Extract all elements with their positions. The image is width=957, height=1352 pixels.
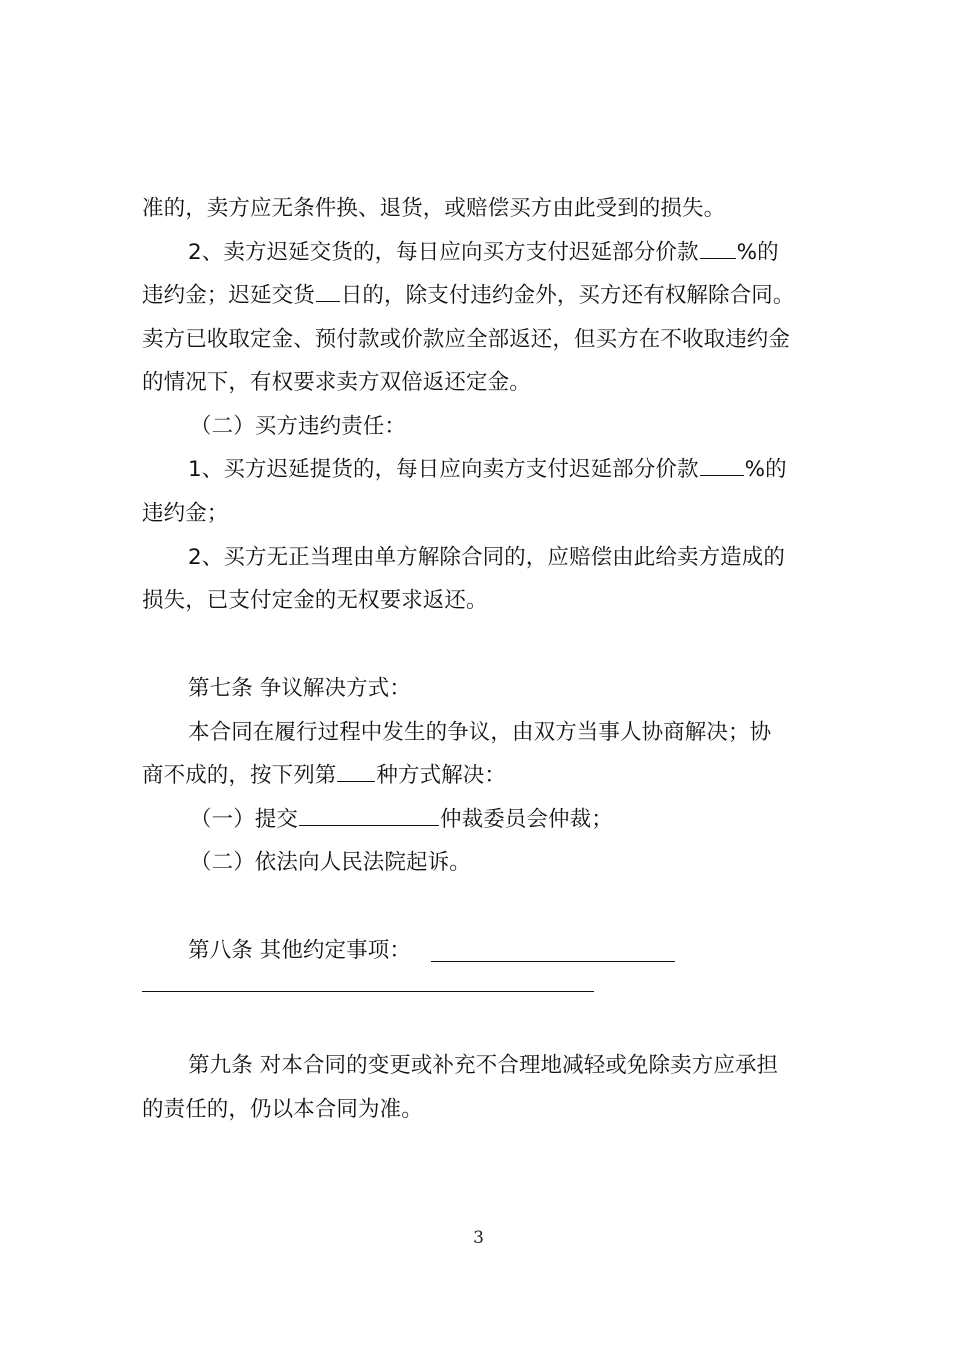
article-7-heading [188, 674, 411, 704]
article-7-option-1 [190, 805, 613, 835]
text: 1、买方迟延提货的，每日应向卖方支付迟延部分价款 [188, 457, 699, 482]
blank-field-penalty-percent[interactable] [700, 238, 736, 259]
text: %的 [736, 240, 779, 265]
seller-item-2-line-2 [142, 281, 794, 311]
text: 违约金； [142, 501, 229, 526]
text: 日的，除支付违约金外，买方还有权解除合同。 [340, 283, 795, 308]
text: （二）买方违约责任： [190, 414, 407, 439]
text: 违约金；迟延交货 [142, 283, 315, 308]
article-7-line-2 [142, 761, 506, 791]
blank-field-buyer-penalty-percent[interactable] [700, 455, 744, 476]
text: 准的，卖方应无条件换、退货，或赔偿买方由此受到的损失。 [142, 196, 726, 221]
article-9-line-1 [188, 1051, 778, 1081]
article-7-option-2 [190, 848, 471, 878]
text: 2、买方无正当理由单方解除合同的，应赔偿由此给卖方造成的 [188, 545, 785, 570]
seller-item-2-line-4 [142, 368, 531, 398]
text: 商不成的，按下列第 [142, 763, 337, 788]
text: 卖方已收取定金、预付款或价款应全部返还，但买方在不收取违约金 [142, 327, 791, 352]
buyer-liability-heading [190, 412, 406, 442]
blank-field-method-number[interactable] [337, 761, 375, 782]
seller-item-2-line-3 [142, 325, 790, 355]
blank-field-other-matters-line-2[interactable] [142, 991, 594, 992]
text: （一）提交 [190, 807, 299, 832]
text: 第七条 争议解决方式： [188, 676, 411, 701]
buyer-item-1-line-2 [142, 499, 228, 529]
text: 的情况下，有权要求卖方双倍返还定金。 [142, 370, 531, 395]
text: 第九条 对本合同的变更或补充不合理地减轻或免除卖方应承担 [188, 1053, 779, 1078]
text: 本合同在履行过程中发生的争议，由双方当事人协商解决；协 [188, 720, 772, 745]
article-9-line-2 [142, 1095, 423, 1125]
blank-field-delay-days[interactable] [316, 281, 340, 302]
blank-field-arbitration-commission[interactable] [299, 805, 439, 826]
text: %的 [744, 457, 787, 482]
page-number: 3 [473, 1228, 484, 1248]
blank-field-other-matters-line-1[interactable] [431, 961, 675, 962]
buyer-item-1-line-1 [188, 455, 787, 485]
text: 损失，已支付定金的无权要求返还。 [142, 588, 488, 613]
text: 仲裁委员会仲裁； [440, 807, 613, 832]
text: 2、卖方迟延交货的，每日应向买方支付迟延部分价款 [188, 240, 699, 265]
text: 第八条 其他约定事项： [188, 938, 411, 963]
text: （二）依法向人民法院起诉。 [190, 850, 471, 875]
buyer-item-2-line-1 [188, 543, 785, 573]
text: 种方式解决： [376, 763, 507, 788]
article-8-heading [188, 936, 411, 966]
article-7-line-1 [188, 718, 771, 748]
seller-item-2-line-1 [188, 238, 779, 268]
buyer-item-2-line-2 [142, 586, 488, 616]
text: 的责任的，仍以本合同为准。 [142, 1097, 423, 1122]
seller-liability-line-1 [142, 194, 725, 224]
